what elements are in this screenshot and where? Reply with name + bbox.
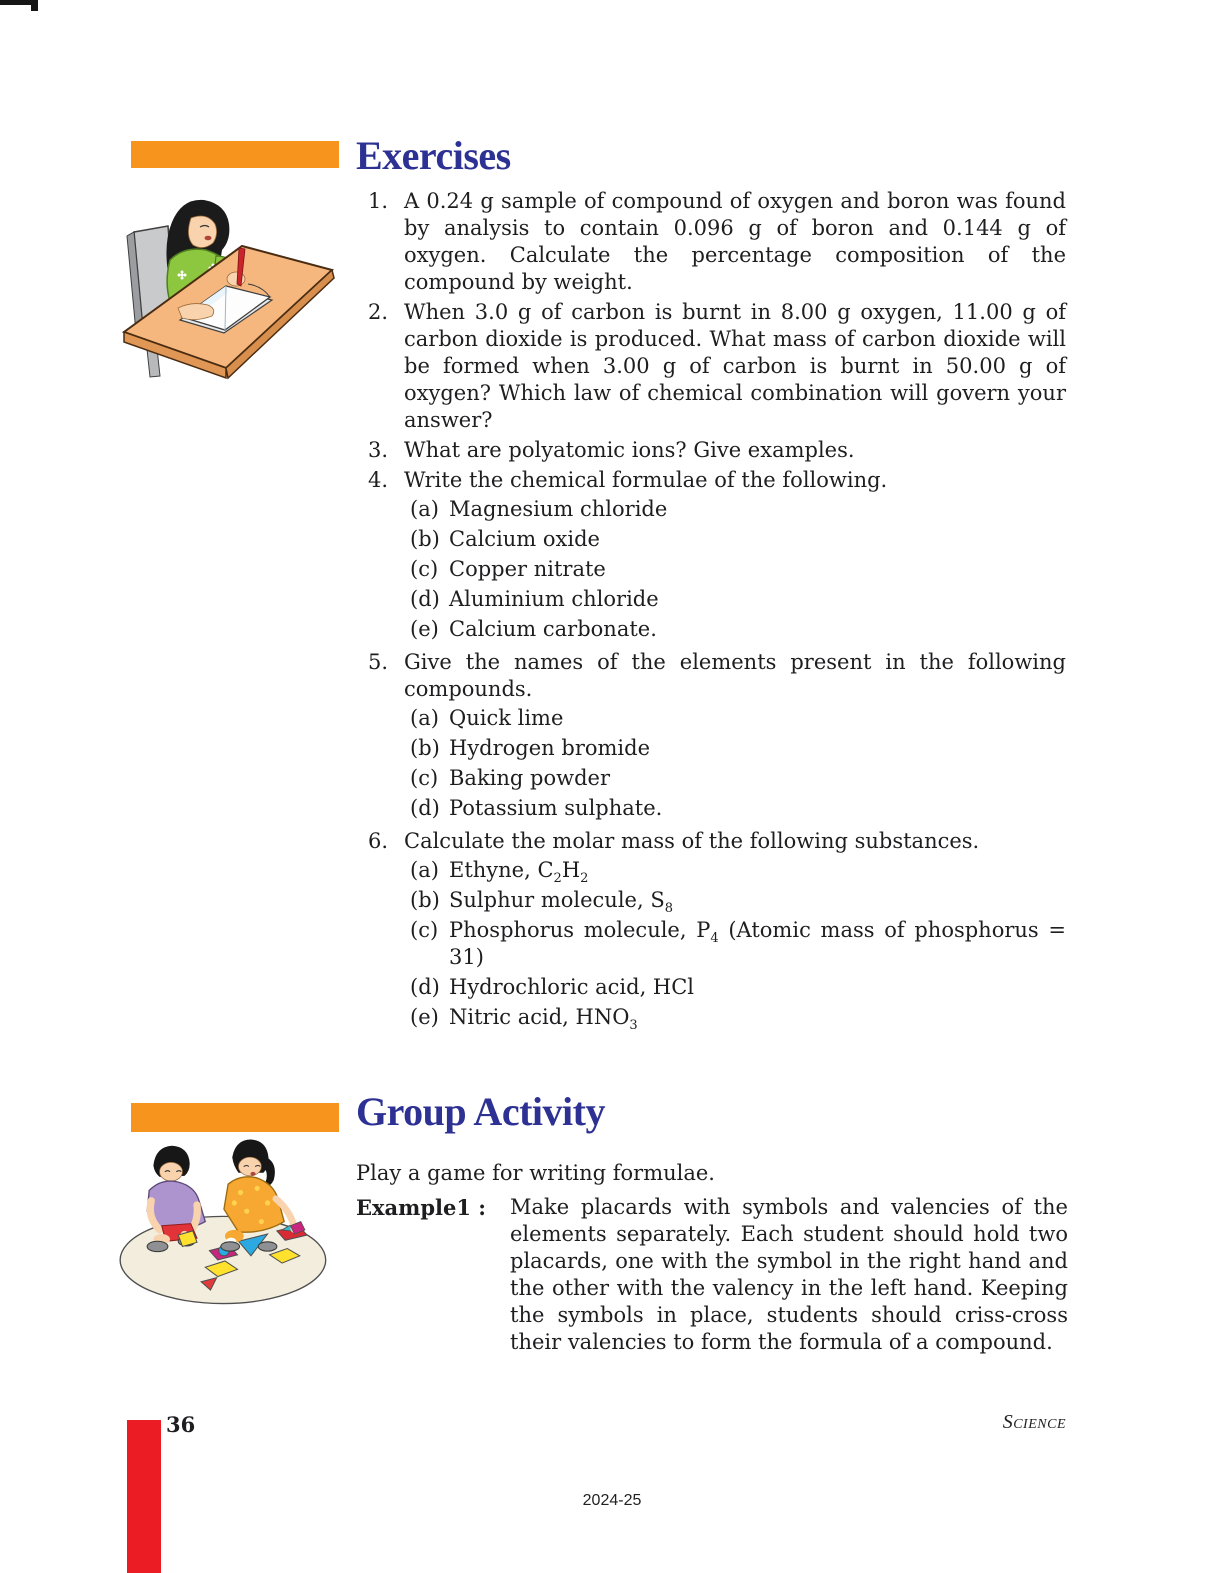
exercise-body (404, 188, 1066, 296)
exercise-text: A 0.24 g sample of compound of oxygen and boron was found by analysis to contain 0.096 g of boron and 0.144 g of oxygen. Calculate the percentage composition of the compound by weight. (404, 189, 1066, 294)
subitem-text: Quick lime (449, 706, 564, 730)
subitem-label: (a) (410, 858, 439, 882)
subitem-label: (d) (410, 975, 440, 999)
footer-year: 2024-25 (582, 1492, 642, 1509)
footer-subject: Science (1002, 1411, 1066, 1433)
group-activity-title: Group Activity (356, 1089, 605, 1134)
girl-writing-illustration (112, 180, 340, 380)
exercise-body (404, 437, 1066, 464)
exercise-number: 5. (368, 650, 389, 674)
subitem-text: Nitric acid, $HNO_3$ (449, 1005, 638, 1034)
group-activity-intro: Play a game for writing formulae. (356, 1161, 715, 1185)
exercise-subitem (410, 705, 1066, 732)
subitem-label: (d) (410, 587, 440, 611)
exercise-text: Give the names of the elements present in the following compounds. (404, 650, 1066, 701)
exercise-subitem (410, 857, 1066, 887)
exercise-item (368, 299, 1066, 434)
subitem-text: Hydrogen bromide (449, 736, 650, 760)
chemical-subscript: 2 (580, 871, 589, 887)
subitem-text: Calcium carbonate. (449, 617, 657, 641)
exercise-list (368, 188, 1066, 1037)
subitem-text: Hydrochloric acid, HCl (449, 975, 695, 999)
subitem-text: Ethyne, $C_2H_2$ (449, 858, 589, 887)
group-activity-example (356, 1194, 1068, 1356)
subitem-label: (b) (410, 527, 440, 551)
exercise-item (368, 649, 1066, 825)
chemical-subscript: 2 (553, 871, 562, 887)
subitem-label: (c) (410, 766, 439, 790)
children-playing-illustration (116, 1134, 334, 1306)
subitem-label: (a) (410, 706, 439, 730)
exercise-body (404, 299, 1066, 434)
subitem-label: (e) (410, 617, 439, 641)
subitem-label: (d) (410, 796, 440, 820)
exercise-subitem (410, 765, 1066, 792)
exercise-body (404, 467, 1066, 646)
exercises-banner-bar (131, 141, 339, 168)
exercise-number: 3. (368, 438, 389, 462)
exercise-number: 6. (368, 829, 389, 853)
exercise-sublist (410, 705, 1066, 822)
exercise-body (404, 828, 1066, 1034)
subitem-text: Phosphorus molecule, $P_4$ (Atomic mass of phosphorus = 31) (449, 918, 1066, 969)
exercise-subitem (410, 526, 1066, 553)
exercise-subitem (410, 887, 1066, 917)
subitem-text: Magnesium chloride (449, 497, 668, 521)
exercise-text: Calculate the molar mass of the following substances. (404, 829, 980, 853)
subitem-label: (b) (410, 736, 440, 760)
exercise-item (368, 437, 1066, 464)
subitem-label: (c) (410, 557, 439, 581)
exercise-number: 2. (368, 300, 389, 324)
subitem-text: Aluminium chloride (449, 587, 659, 611)
subitem-label: (e) (410, 1005, 439, 1029)
subitem-text: Copper nitrate (449, 557, 606, 581)
page-corner-mark-tick (31, 0, 38, 11)
exercise-number: 4. (368, 468, 389, 492)
exercise-subitem (410, 974, 1066, 1001)
exercise-subitem (410, 917, 1066, 971)
exercise-subitem (410, 556, 1066, 583)
chemical-subscript: 3 (629, 1018, 638, 1034)
subitem-text: Baking powder (449, 766, 611, 790)
exercise-subitem (410, 795, 1066, 822)
subitem-text: Sulphur molecule, $S_8$ (449, 888, 673, 917)
subitem-label: (c) (410, 918, 439, 942)
exercise-text: Write the chemical formulae of the following. (404, 468, 888, 492)
subitem-text: Potassium sulphate. (449, 796, 663, 820)
exercise-subitem (410, 1004, 1066, 1034)
example-label: Example1 : (356, 1195, 487, 1220)
exercise-text: When 3.0 g of carbon is burnt in 8.00 g oxygen, 11.00 g of carbon dioxide is produced. What mass of carbon dioxide will be formed when 3.00 g of carbon is burnt in 50.00 g of oxygen? Which law of chemical combination will govern your answer? (404, 300, 1066, 432)
exercises-title: Exercises (356, 133, 511, 178)
subitem-label: (b) (410, 888, 440, 912)
subitem-text: Calcium oxide (449, 527, 600, 551)
exercise-subitem (410, 735, 1066, 762)
exercise-text: What are polyatomic ions? Give examples. (404, 438, 855, 462)
exercise-sublist (410, 857, 1066, 1034)
exercise-subitem (410, 616, 1066, 643)
group-activity-banner-bar (131, 1103, 339, 1132)
subitem-label: (a) (410, 497, 439, 521)
page-number: 36 (166, 1412, 196, 1437)
exercise-body (404, 649, 1066, 825)
exercise-item (368, 467, 1066, 646)
exercise-subitem (410, 496, 1066, 523)
exercise-subitem (410, 586, 1066, 613)
chemical-subscript: 4 (710, 931, 719, 947)
exercise-number: 1. (368, 189, 389, 213)
chemical-subscript: 8 (664, 901, 673, 917)
exercise-item (368, 188, 1066, 296)
example-text: Make placards with symbols and valencies of the elements separately. Each student should hold two placards, one with the symbol in the right hand and the other with the valency in the left hand. Keeping the symbols in place, students should criss-cross their valencies to form the formula of a compound. (510, 1195, 1068, 1354)
exercise-sublist (410, 496, 1066, 643)
exercise-item (368, 828, 1066, 1034)
